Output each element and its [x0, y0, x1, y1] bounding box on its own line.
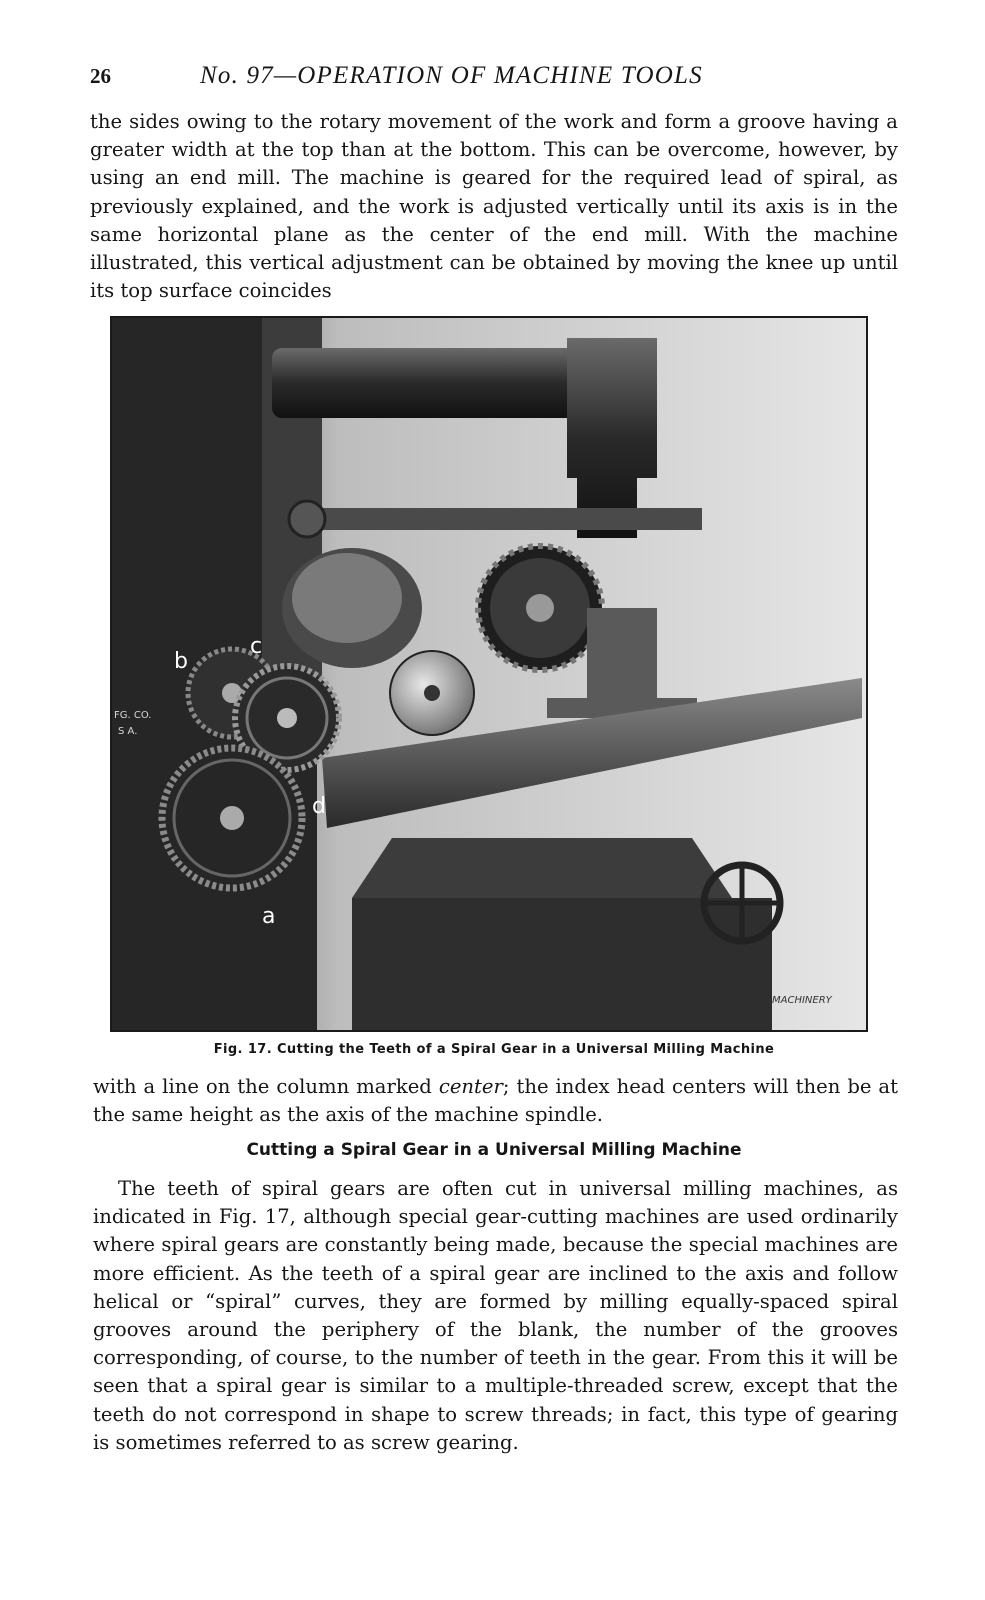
label-a: a [262, 904, 276, 929]
page-number: 26 [90, 64, 111, 88]
label-d: d [312, 794, 326, 819]
machinery-watermark: MACHINERY [772, 995, 832, 1006]
handwheel [704, 865, 780, 941]
column-marking-1: FG. CO. [114, 710, 152, 721]
spiral-gear [478, 546, 602, 670]
paragraph-2-before: with a line on the column marked [93, 1075, 439, 1098]
column-marking-2: S A. [118, 726, 138, 737]
milling-machine-illustration [112, 318, 866, 1030]
figure-caption: Fig. 17. Cutting the Teeth of a Spiral Gear in a Universal Milling Machine [213, 1042, 775, 1057]
figure-17-photo [110, 316, 868, 1032]
saddle [352, 838, 732, 898]
paragraph-2-emphasis: center [438, 1075, 503, 1098]
paragraph-3: The teeth of spiral gears are often cut in universal milling machines, as indicated in Fig. 17, although special gear-cutting machines are used ordinarily where spiral gears are constantly being made, because the special machines are more efficient. As the teeth of a spiral gear are inclined to the axis and follow helical or “spiral” curves, they are formed by milling equally-spaced spiral grooves around the periphery of the blank, the number of the grooves corresponding, of course, to the number of teeth in the gear. From this it will be seen that a spiral gear is similar to a multiple-threaded screw, except that the teeth do not correspond in shape to screw threads; in fact, this type of gearing is sometimes referred to as screw gearing. [93, 1177, 898, 1454]
paragraph-2-after: ; the index head centers will then be at the same height as the axis of the machine spindle. [93, 1075, 898, 1127]
change-gear-a [162, 748, 302, 888]
arbor [297, 508, 702, 530]
label-c: c [250, 634, 263, 659]
label-b: b [174, 649, 188, 674]
paragraph-1: the sides owing to the rotary movement of the work and form a groove having a greater width at the top than at the bottom. This can be overcome, however, by using an end mill. The machine is geared for the required lead of spiral, as previously explained, and the work is adjusted vertically until its axis is in the same horizontal plane as the center of the end mill. With the machine illustrated, this vertical adjustment can be obtained by moving the knee up until its top surface coincides [90, 110, 898, 303]
page-header [90, 62, 898, 96]
section-heading: Cutting a Spiral Gear in a Universal Milling Machine [246, 1140, 742, 1160]
paragraph-2 [93, 1073, 898, 1129]
running-title: No. 97—OPERATION OF MACHINE TOOLS [200, 62, 703, 89]
